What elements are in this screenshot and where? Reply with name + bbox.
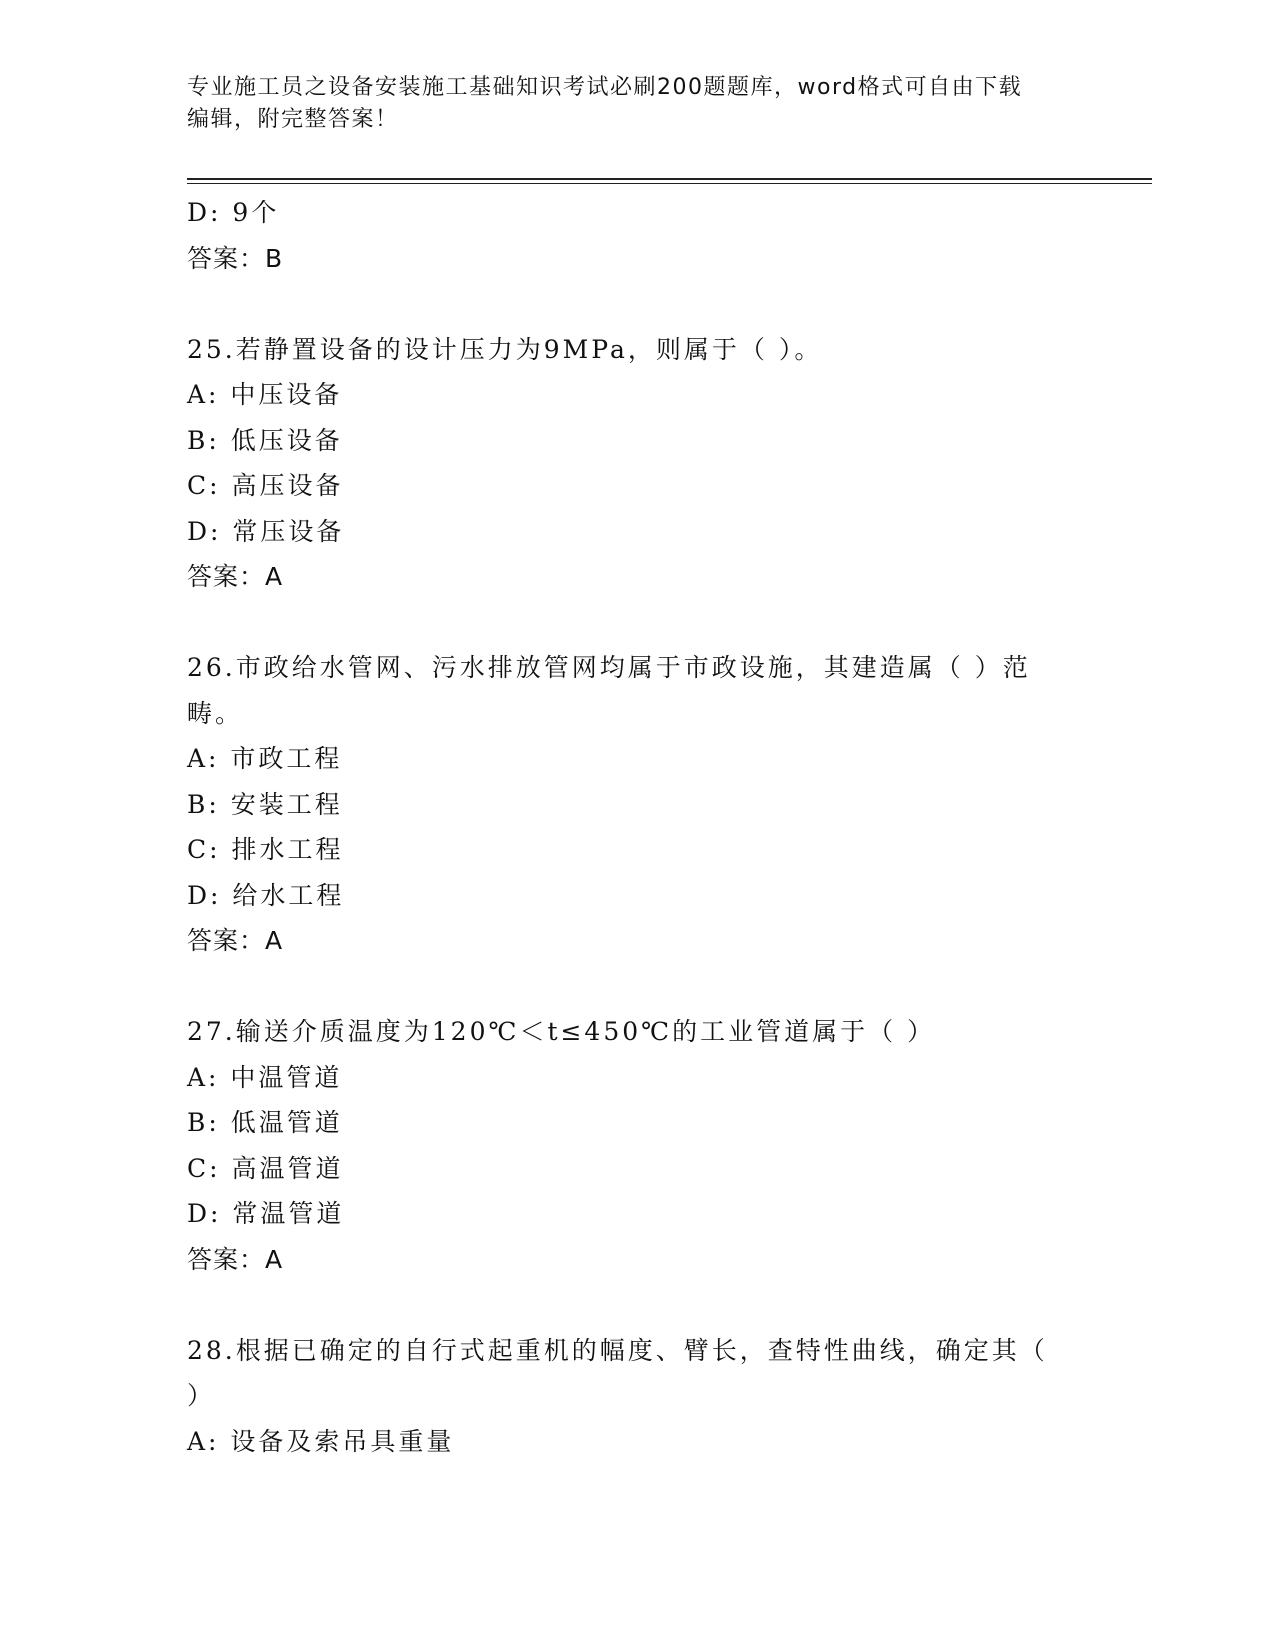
option-c: C: 高温管道: [187, 1153, 344, 1183]
option-d: D: 给水工程: [187, 880, 345, 910]
document-body: [187, 190, 1067, 1464]
question-25: [187, 327, 1067, 600]
option-a: A: 中温管道: [187, 1062, 343, 1092]
question-text-line-2: 畴。: [187, 698, 244, 728]
option-a: A: 市政工程: [187, 744, 343, 773]
option-a: A: 设备及索吊具重量: [187, 1426, 455, 1456]
document-header: [187, 72, 1067, 136]
question-28: [187, 1328, 1067, 1465]
question-text-line-1: 26.市政给水管网、污水排放管网均属于市政设施，其建造属（ ）范: [187, 653, 1031, 682]
prev-answer: 答案：B: [187, 243, 284, 273]
option-a: A: 中压设备: [187, 380, 343, 409]
header-line-1: 专业施工员之设备安装施工基础知识考试必刷200题题库，word格式可自由下载: [187, 75, 1023, 100]
option-b: B: 低压设备: [187, 425, 343, 455]
question-27: [187, 1009, 1067, 1282]
answer: 答案：A: [187, 1244, 284, 1274]
header-line-2: 编辑，附完整答案！: [187, 107, 399, 132]
question-text: 25.若静置设备的设计压力为9MPa，则属于（ ）。: [187, 334, 823, 364]
prev-option-d: D: 9个: [187, 198, 280, 227]
question-text-line-2: ）: [187, 1381, 216, 1410]
option-b: B: 低温管道: [187, 1108, 343, 1137]
question-text-line-1: 28.根据已确定的自行式起重机的幅度、臂长，查特性曲线，确定其（: [187, 1335, 1048, 1365]
option-c: C: 排水工程: [187, 835, 344, 864]
answer: 答案：A: [187, 926, 284, 955]
header-divider-thick: [187, 178, 1152, 180]
question-text: 27.输送介质温度为120℃＜t≤450℃的工业管道属于（ ）: [187, 1017, 936, 1046]
spacer: [187, 1282, 1067, 1328]
option-d: D: 常压设备: [187, 516, 345, 546]
question-26: [187, 645, 1067, 964]
header-divider-thin: [187, 183, 1152, 184]
answer: 答案：A: [187, 562, 284, 591]
spacer: [187, 964, 1067, 1010]
spacer: [187, 281, 1067, 327]
option-c: C: 高压设备: [187, 471, 344, 500]
option-d: D: 常温管道: [187, 1199, 345, 1228]
option-b: B: 安装工程: [187, 789, 343, 819]
spacer: [187, 600, 1067, 646]
